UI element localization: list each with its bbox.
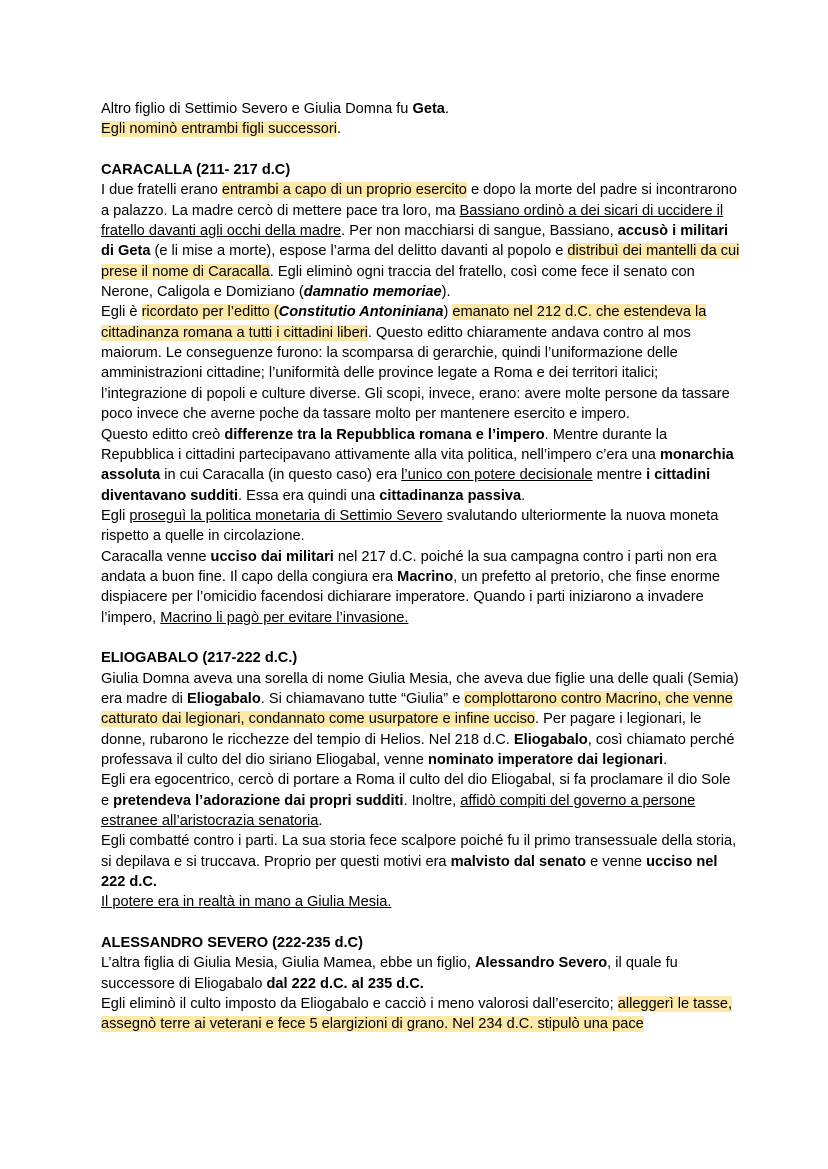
text-run: Egli era egocentrico, cercò di portare a Roma il culto del dio Eliogabal, si fa proclamare il dio Sole e: [101, 772, 731, 809]
text-run: Egli combatté contro i parti. La sua storia fece scalpore poiché fu il primo transessuale della storia, si depilava e si truccava. Proprio per questi motivi era: [101, 833, 737, 870]
bold-italic-term: Constitutio Antoniniana: [278, 304, 444, 321]
text-run: in cui Caracalla (in questo caso) era: [160, 467, 402, 484]
spacer: [101, 140, 741, 160]
text-run: Egli eliminò il culto imposto da Eliogabalo e cacciò i meno valorosi dall’esercito;: [101, 996, 618, 1013]
bold-text: Eliogabalo: [513, 731, 588, 748]
highlighted-text: complottarono contro Macrino, che venne catturato dai legionari, condannato come usurpatore e infine ucciso: [101, 690, 733, 728]
document-body: [101, 99, 741, 1035]
underlined-text: affidò compiti del governo a persone estranee all’aristocrazia senatoria: [101, 792, 696, 830]
text-run: I due fratelli erano: [101, 182, 222, 199]
text-run: e dopo la morte del padre si incontrarono a palazzo. La madre cercò di mettere pace tra loro, ma: [101, 182, 738, 219]
bold-text: ucciso nel 222 d.C.: [101, 853, 718, 891]
text-run: mentre: [592, 467, 647, 484]
section-heading-alessandro-severo: ALESSANDRO SEVERO (222-235 d.C): [101, 935, 363, 952]
text-run: nel 217 d.C. poiché la sua campagna contro i parti non era andata a buon fine. Il capo della congiura era: [101, 548, 717, 585]
bold-text: monarchia assoluta: [101, 446, 734, 484]
section-body-eliogabalo: [101, 669, 741, 913]
text-run: Giulia Domna aveva una sorella di nome Giulia Mesia, che aveva due figlie una delle quali (Semia) era madre di: [101, 670, 739, 707]
text-run: Altro figlio di Settimio Severo e Giulia Domna fu: [101, 101, 413, 117]
highlighted-text: distribuì dei mantelli da cui prese il nome di Caracalla: [101, 243, 740, 280]
text-run: . Egli eliminò ogni traccia del fratello, così come fece il senato con Nerone, Caligola e Domiziano (: [101, 263, 695, 301]
text-run: .: [663, 752, 668, 768]
highlighted-text: Egli nominò entrambi figli successori: [101, 121, 338, 138]
bold-text: cittadinanza passiva: [379, 487, 522, 504]
text-run: Questo editto creò: [101, 426, 225, 443]
bold-text: Eliogabalo: [186, 690, 261, 707]
text-run: . Questo editto chiaramente andava contro al mos maiorum. Le conseguenze furono: la scomparsa di gerarchie, quindi l’uniformazione delle amministrazioni cittadine; l’uniformità delle province legate a Roma e dei territori italici; l’integrazione di popoli e culture diverse. Gli scopi, invece, erano: avere molte persone da tassare poco invece che averne poche da tassare molto per mantenere esercito e impero.: [101, 324, 730, 423]
text-run: .: [444, 101, 449, 117]
spacer: [101, 628, 741, 648]
text-run: .: [318, 813, 323, 830]
text-run: Caracalla venne: [101, 548, 211, 565]
spacer: [101, 913, 741, 933]
section-body-alessandro-severo: [101, 953, 741, 1034]
text-run: ): [443, 304, 453, 321]
section-body-caracalla: [101, 180, 741, 628]
text-run: svalutando ulteriormente la nuova moneta rispetto a quelle in circolazione.: [101, 507, 719, 545]
underlined-text: Macrino li pagò per evitare l’invasione.: [160, 609, 409, 626]
text-run: . Per non macchiarsi di sangue, Bassiano,: [341, 223, 618, 240]
text-run: .: [337, 121, 342, 138]
highlighted-text: emanato nel 212 d.C. che estendeva la cittadinanza romana a tutti i cittadini liberi: [101, 304, 707, 341]
text-run: . Mentre durante la Repubblica i cittadini partecipavano attivamente alla vita politica, nell’impero c’era una: [101, 426, 668, 463]
text-run: , il quale fu successore di Eliogabalo: [101, 955, 678, 992]
text-run: , così chiamato perché professava il culto del dio siriano Eliogabal, venne: [101, 731, 735, 768]
underlined-text: Bassiano ordinò a dei sicari di uccidere il fratello davanti agli occhi della madre: [101, 202, 724, 240]
bold-italic-term: damnatio memoriae: [303, 284, 442, 301]
text-run: ).: [441, 284, 451, 301]
bold-text: nominato imperatore dai legionari: [427, 752, 664, 768]
text-run: Egli: [101, 507, 130, 524]
highlighted-text: entrambi a capo di un proprio esercito: [221, 182, 467, 199]
underlined-text: l’unico con potere decisionale: [401, 467, 593, 484]
text-run: . Essa era quindi una: [238, 487, 380, 504]
section-heading-eliogabalo: ELIOGABALO (217-222 d.C.): [101, 650, 298, 667]
intro-paragraph-1: [101, 99, 741, 119]
bold-text: Geta: [412, 101, 445, 117]
text-run: .: [521, 487, 526, 504]
text-run: L’altra figlia di Giulia Mesia, Giulia Mamea, ebbe un figlio,: [101, 955, 475, 972]
underlined-text: Il potere era in realtà in mano a Giulia Mesia.: [101, 894, 392, 911]
highlighted-text: alleggerì le tasse, assegnò terre ai veterani e fece 5 elargizioni di grano. Nel 234 d.C. stipulò una pace: [101, 996, 733, 1033]
text-run: . Per pagare i legionari, le donne, rubarono le ricchezze del tempio di Helios. Nel 218 d.C.: [101, 711, 702, 748]
text-run: (e li mise a morte), espose l’arma del delitto davanti al popolo e: [150, 243, 568, 260]
bold-text: accusò i militari di Geta: [101, 223, 729, 260]
bold-text: i cittadini diventavano sudditi: [101, 467, 711, 504]
bold-text: malvisto dal senato: [450, 853, 587, 870]
text-run: Egli è: [101, 304, 142, 321]
bold-text: differenze tra la Repubblica romana e l’impero: [224, 426, 545, 443]
bold-text: Alessandro Severo: [474, 955, 608, 972]
intro-paragraph-2: [101, 119, 741, 139]
bold-text: pretendeva l’adorazione dai propri sudditi: [113, 792, 404, 809]
text-run: , un prefetto al pretorio, che finse enorme dispiacere per l’omicidio facendosi dichiarare imperatore. Quando i parti iniziarono a invadere l’impero,: [101, 568, 721, 626]
bold-text: dal 222 d.C. al 235 d.C.: [266, 975, 424, 992]
text-run: . Si chiamavano tutte “Giulia” e: [260, 690, 465, 707]
section-heading-caracalla: CARACALLA (211- 217 d.C): [101, 162, 291, 179]
bold-text: ucciso dai militari: [210, 548, 334, 565]
underlined-text: proseguì la politica monetaria di Settimio Severo: [129, 507, 443, 524]
bold-text: Macrino: [397, 568, 454, 585]
text-run: e venne: [586, 853, 647, 870]
highlighted-text: ricordato per l’editto (: [141, 304, 279, 321]
text-run: . Inoltre,: [403, 792, 461, 809]
